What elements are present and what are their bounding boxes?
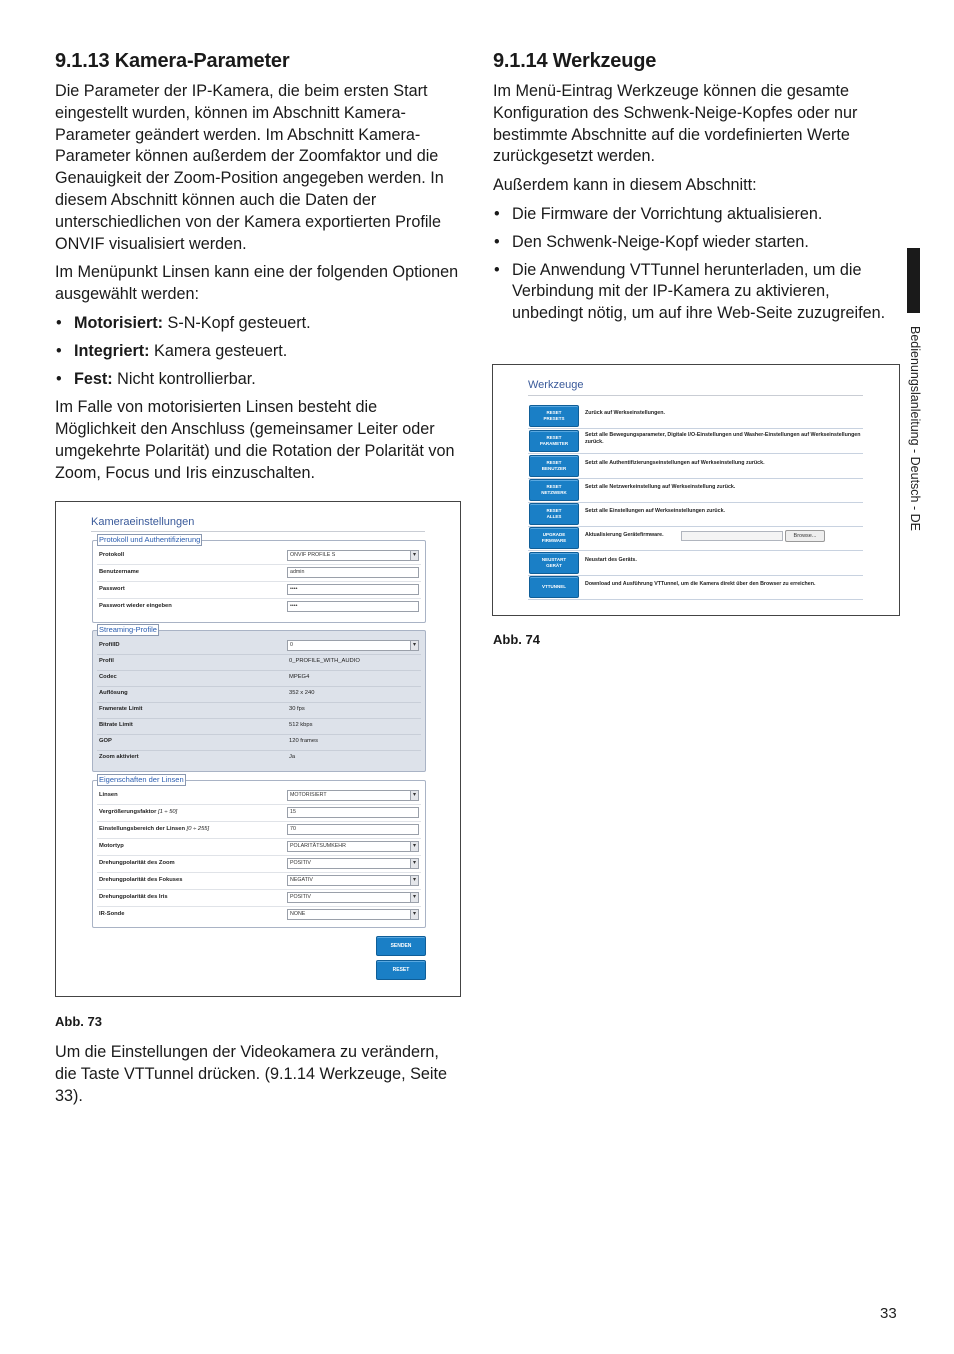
field-label: Bitrate Limit xyxy=(99,722,133,728)
figure-tools xyxy=(492,364,900,616)
tool-description: Setzt alle Bewegungsparameter, Digitale I/O-Einstellungen und Washer-Einstellungen auf Werkseinstellungen zurück. xyxy=(585,432,861,445)
field-value: MPEG4 xyxy=(289,674,310,680)
tool-row xyxy=(528,429,863,454)
password-confirm-input[interactable]: •••• xyxy=(287,601,419,612)
paragraph: Im Menü-Eintrag Werkzeuge können die gesamte Konfiguration des Schwenk-Neige-Kopfes oder nur bestimmte Abschnitte auf die vordefinierten Werte zurückgesetzt werden. xyxy=(493,82,858,166)
field-label: Profil xyxy=(99,658,114,664)
form-row xyxy=(97,686,421,703)
field-value: 0_PROFILE_WITH_AUDIO xyxy=(289,658,360,664)
list-item: • Den Schwenk-Neige-Kopf wieder starten. xyxy=(493,232,898,254)
field-value: 512 kbps xyxy=(289,722,313,728)
firmware-file-input[interactable] xyxy=(681,531,783,541)
focus-polarity-select[interactable]: NEGATIV ▾ xyxy=(287,875,419,886)
field-value: Ja xyxy=(289,754,296,760)
tool-row xyxy=(528,454,863,479)
fieldset-streaming-profiles xyxy=(92,625,426,772)
form-row xyxy=(97,670,421,687)
field-label: Framerate Limit xyxy=(99,706,143,712)
list-item: • Die Firmware der Vorrichtung aktualisieren. xyxy=(493,204,898,226)
vttunnel-button[interactable]: VTTUNNEL xyxy=(529,576,579,598)
form-row xyxy=(97,654,421,671)
list-item: • Integriert: Kamera gesteuert. xyxy=(55,341,460,363)
list-item: • Fest: Nicht kontrollierbar. xyxy=(55,369,460,391)
send-button[interactable]: SENDEN xyxy=(376,936,426,956)
tool-description: Setzt alle Einstellungen auf Werkseinstellungen zurück. xyxy=(585,508,726,514)
reset-network-button[interactable]: RESET NETZWERK xyxy=(529,479,579,501)
form-row xyxy=(97,599,421,615)
list-item: • Die Anwendung VTTunnel herunterladen, um die Verbindung mit der IP-Kamera zu aktivieren, unbedingt nötig, um auf ihre Web-Seite zuzugreifen. xyxy=(493,260,898,325)
reset-parameter-button[interactable]: RESET PARAMETER xyxy=(529,430,579,452)
figure-caption: Abb. 73 xyxy=(55,1014,102,1029)
form-row xyxy=(97,822,421,839)
form-row xyxy=(97,565,421,582)
figure-caption: Abb. 74 xyxy=(493,632,540,647)
tool-description: Setzt alle Authentifizierungseinstellungen auf Werkseinstellung zurück. xyxy=(585,460,765,466)
password-input[interactable]: •••• xyxy=(287,584,419,595)
form-row xyxy=(97,638,421,655)
figure-camera-settings xyxy=(55,501,461,997)
tool-description: Zurück auf Werkseinstellungen. xyxy=(585,410,665,416)
tool-description: Neustart des Geräts. xyxy=(585,557,637,563)
left-column xyxy=(55,50,460,492)
form-row xyxy=(97,788,421,805)
tool-row xyxy=(528,502,863,527)
tool-description: Download und Ausführung VTTunnel, um die Kamera direkt über den Browser zu erreichen. xyxy=(585,581,816,587)
motor-type-select[interactable]: POLARITÄTSUMKEHR ▾ xyxy=(287,841,419,852)
paragraph: Im Menüpunkt Linsen kann eine der folgenden Optionen ausgewählt werden: xyxy=(55,263,459,304)
page-number: 33 xyxy=(880,1305,897,1322)
zoom-polarity-select[interactable]: POSITIV ▾ xyxy=(287,858,419,869)
restart-device-button[interactable]: NEUSTART GERÄT xyxy=(529,552,579,574)
fieldset-legend: Protokoll und Authentifizierung xyxy=(99,535,201,544)
form-row xyxy=(97,907,421,923)
field-label: Passwort wieder eingeben xyxy=(99,603,172,609)
settings-title: Kameraeinstellungen xyxy=(91,516,195,528)
field-value: 30 fps xyxy=(289,706,305,712)
field-label: Protokoll xyxy=(99,552,125,558)
field-label: Einstellungsbereich der Linsen [0 ÷ 255] xyxy=(99,826,210,832)
fieldset-protocol-auth xyxy=(92,535,426,623)
browse-button[interactable]: Browse... xyxy=(785,530,825,542)
tool-row xyxy=(528,404,863,429)
field-label: Benutzername xyxy=(99,569,139,575)
section-tab-marker xyxy=(907,248,920,313)
field-label: IR-Sonde xyxy=(99,911,125,917)
sidebar-manual-label: Bedienungslanleitung - Deutsch - DE xyxy=(908,326,922,531)
form-row xyxy=(97,839,421,856)
form-row xyxy=(97,582,421,599)
paragraph: Im Falle von motorisierten Linsen besteht die Möglichkeit den Anschluss (gemeinsamer Leiter oder umgekehrte Polarität) und die Rotation der Polarität von Zoom, Focus und Iris einzuschalten. xyxy=(55,398,455,482)
form-row xyxy=(97,873,421,890)
field-label: Motortyp xyxy=(99,843,124,849)
reset-button[interactable]: RESET xyxy=(376,960,426,980)
lens-options-list xyxy=(55,313,460,390)
iris-polarity-select[interactable]: POSITIV ▾ xyxy=(287,892,419,903)
title-divider xyxy=(91,531,425,532)
field-label: Passwort xyxy=(99,586,125,592)
list-item: • Motorisiert: S-N-Kopf gesteuert. xyxy=(55,313,460,335)
field-label: Vergrößerungsfaktor [1 ÷ 50] xyxy=(99,809,178,815)
field-value: 352 x 240 xyxy=(289,690,315,696)
fieldset-lens-properties xyxy=(92,775,426,928)
upgrade-firmware-button[interactable]: UPGRADE FIRMWARE xyxy=(529,527,579,549)
tool-description: Setzt alle Netzwerkeinstellung auf Werkseinstellung zurück. xyxy=(585,484,736,490)
field-label: Drehungpolarität des Fokuses xyxy=(99,877,183,883)
tools-list xyxy=(493,204,898,325)
form-row xyxy=(97,548,421,565)
field-label: Drehungpolarität des Zoom xyxy=(99,860,175,866)
tool-row xyxy=(528,478,863,503)
field-label: Codec xyxy=(99,674,117,680)
section-heading-kamera-parameter: 9.1.13 Kamera-Parameter xyxy=(55,50,290,72)
field-label: Linsen xyxy=(99,792,118,798)
tool-row xyxy=(528,551,863,576)
reset-all-button[interactable]: RESET ALLES xyxy=(529,503,579,525)
profile-id-select[interactable]: 0 ▾ xyxy=(287,640,419,651)
form-row xyxy=(97,805,421,822)
protocol-select[interactable]: ONVIF PROFILE S ▾ xyxy=(287,550,419,561)
tool-description: Aktualisierung Gerätefirmware. xyxy=(585,532,664,538)
right-column xyxy=(493,50,898,332)
field-label: Drehungpolarität des Iris xyxy=(99,894,168,900)
form-row xyxy=(97,702,421,719)
field-label: Auflösung xyxy=(99,690,128,696)
section-heading-werkzeuge: 9.1.14 Werkzeuge xyxy=(493,50,657,72)
paragraph: Um die Einstellungen der Videokamera zu verändern, die Taste VTTunnel drücken. (9.1.14 Werkzeuge, Seite 33). xyxy=(55,1043,448,1105)
tools-title: Werkzeuge xyxy=(528,379,584,391)
zoom-factor-input[interactable]: 15 xyxy=(287,807,419,818)
form-row xyxy=(97,734,421,751)
title-divider xyxy=(528,395,863,396)
field-value: 120 frames xyxy=(289,738,318,744)
form-row xyxy=(97,750,421,766)
lens-select[interactable]: MOTORISIERT ▾ xyxy=(287,790,419,801)
fieldset-legend: Eigenschaften der Linsen xyxy=(99,775,184,784)
form-row xyxy=(97,718,421,735)
tool-row xyxy=(528,575,863,600)
username-input[interactable]: admin xyxy=(287,567,419,578)
form-row xyxy=(97,856,421,873)
tool-row xyxy=(528,526,863,551)
ir-sensor-select[interactable]: NONE ▾ xyxy=(287,909,419,920)
paragraph: Die Parameter der IP-Kamera, die beim ersten Start eingestellt wurden, können im Abschnitt Kamera-Parameter geändert werden. Im Abschnitt Kamera-Parameter können außerdem der Zoomfaktor und die Genauigkeit der Zoom-Position angegeben werden. In diesem Abschnitt können auch die Daten der unterschiedlichen von der Kamera exportierten Profile ONVIF visualisiert werden. xyxy=(55,82,444,253)
field-label: GOP xyxy=(99,738,112,744)
fieldset-legend: Streaming-Profile xyxy=(99,625,157,634)
field-label: Zoom aktiviert xyxy=(99,754,139,760)
field-label: ProfilID xyxy=(99,642,120,648)
form-row xyxy=(97,890,421,907)
lens-range-input[interactable]: 70 xyxy=(287,824,419,835)
reset-presets-button[interactable]: RESET PRESETS xyxy=(529,405,579,427)
paragraph: Außerdem kann in diesem Abschnitt: xyxy=(493,176,757,195)
reset-user-button[interactable]: RESET BENUTZER xyxy=(529,455,579,477)
